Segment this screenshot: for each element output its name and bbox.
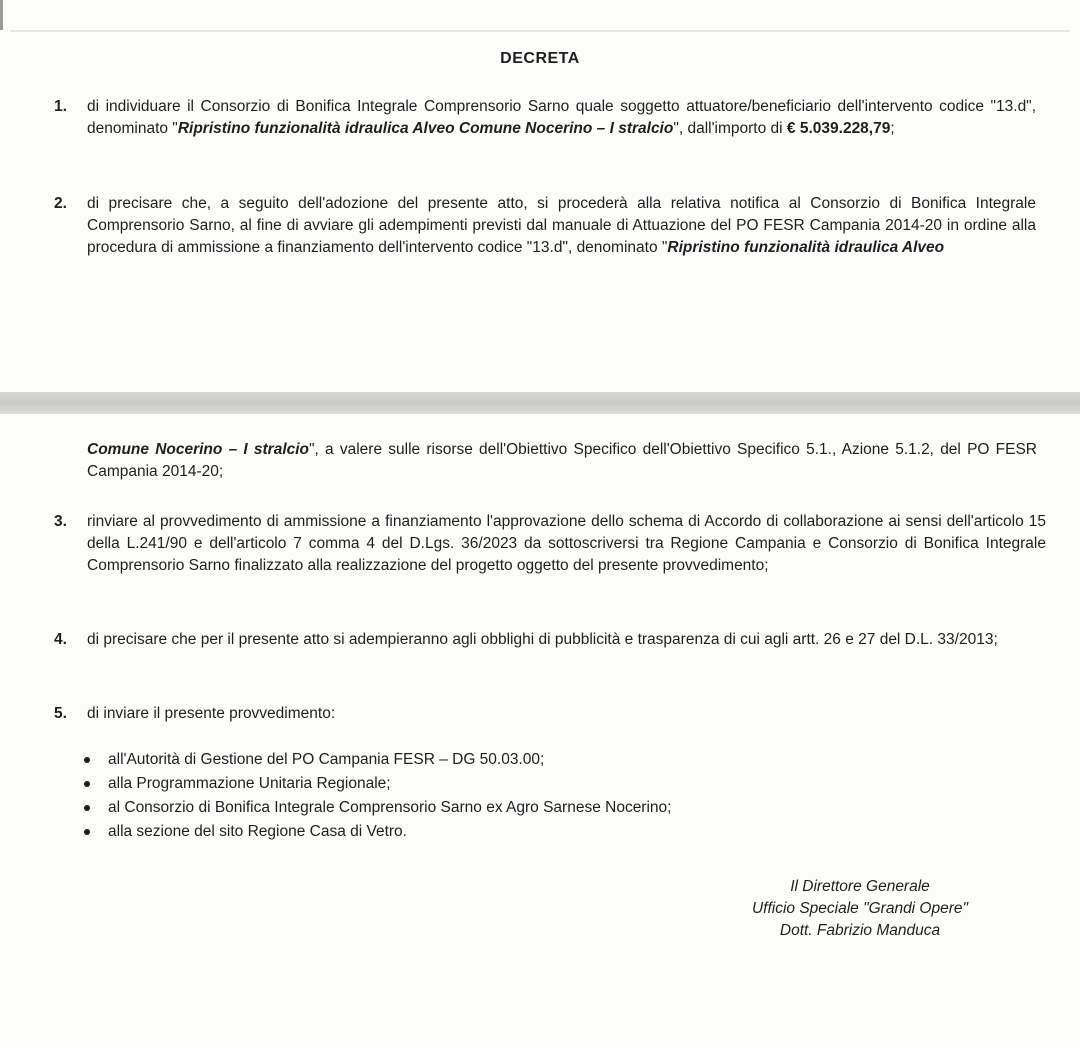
decree-item-3 [54,511,1046,577]
project-title: Comune Nocerino – I stralcio [87,441,310,458]
list-item: alla Programmazione Unitaria Regionale; [84,772,984,796]
signature-block [700,876,1020,942]
decree-item-2 [54,193,1036,259]
list-item: al Consorzio di Bonifica Integrale Comprensorio Sarno ex Agro Sarnese Nocerino; [84,796,984,820]
item-number: 1. [54,98,67,115]
decree-item-5 [54,703,754,725]
item-text: rinviare al provvedimento di ammissione a finanziamento l'approvazione dello schema di Accordo di collaborazione ai sensi dell'articolo 15 della L.241/90 e dell'articolo 7 comma 4 del D.Lgs. 36/2023 da sottoscriversi tra Regione Campania e Consorzio di Bonifica Integrale Comprensorio Sarno finalizzato alla realizzazione del progetto oggetto del presente provvedimento; [87,513,1046,574]
page-edge-mark [0,0,3,30]
item-number: 2. [54,195,67,212]
item-number: 5. [54,705,67,722]
document-page-bottom [0,414,1080,1047]
item-number: 3. [54,513,67,530]
item-text: di individuare il Consorzio di Bonifica Integrale Comprensorio Sarno quale soggetto attuatore/beneficiario dell'intervento codice "13.d", denominato "Ripristino funzionalità idraulica Alveo Comune Nocerino – I stralcio", dall'importo di € 5.039.228,79; [87,98,1036,137]
recipient-list [84,748,984,844]
item-text: di precisare che, a seguito dell'adozione del presente atto, si procederà alla relativa notifica al Consorzio di Bonifica Integrale Comprensorio Sarno, al fine di avviare gli adempimenti previsti dal manuale di Attuazione del PO FESR Campania 2014-20 in ordine alla procedura di ammissione a finanziamento dell'intervento codice "13.d", denominato "Ripristino funzionalità idraulica Alveo [87,195,1036,256]
top-divider [10,30,1070,32]
decree-item-2-continued [87,439,1037,483]
item-text: di precisare che per il presente atto si adempieranno agli obblighi di pubblicità e trasparenza di cui agli artt. 26 e 27 del D.L. 33/2013; [87,631,998,648]
amount: € 5.039.228,79 [786,120,891,137]
list-item: alla sezione del sito Regione Casa di Vetro. [84,820,984,844]
item-number: 4. [54,631,67,648]
signatory-office: Ufficio Speciale "Grandi Opere" [751,900,969,917]
page-separator [0,392,1080,414]
bullet-icon [84,805,90,811]
project-title: Ripristino funzionalità idraulica Alveo [667,239,945,256]
item-text: di inviare il presente provvedimento: [87,705,336,722]
decree-item-4 [54,629,1039,651]
decree-item-1 [54,96,1036,140]
list-item: all'Autorità di Gestione del PO Campania FESR – DG 50.03.00; [84,748,984,772]
decree-heading: DECRETA [500,50,580,67]
bullet-icon [84,829,90,835]
bullet-icon [84,757,90,763]
project-title: Ripristino funzionalità idraulica Alveo Comune Nocerino – I stralcio [177,120,674,137]
item-text: Comune Nocerino – I stralcio", a valere sulle risorse dell'Obiettivo Specifico dell'Obiettivo Specifico 5.1., Azione 5.1.2, del PO FESR Campania 2014-20; [87,441,1037,480]
signatory-name: Dott. Fabrizio Manduca [779,922,941,939]
bullet-icon [84,781,90,787]
signatory-role: Il Direttore Generale [790,878,930,895]
